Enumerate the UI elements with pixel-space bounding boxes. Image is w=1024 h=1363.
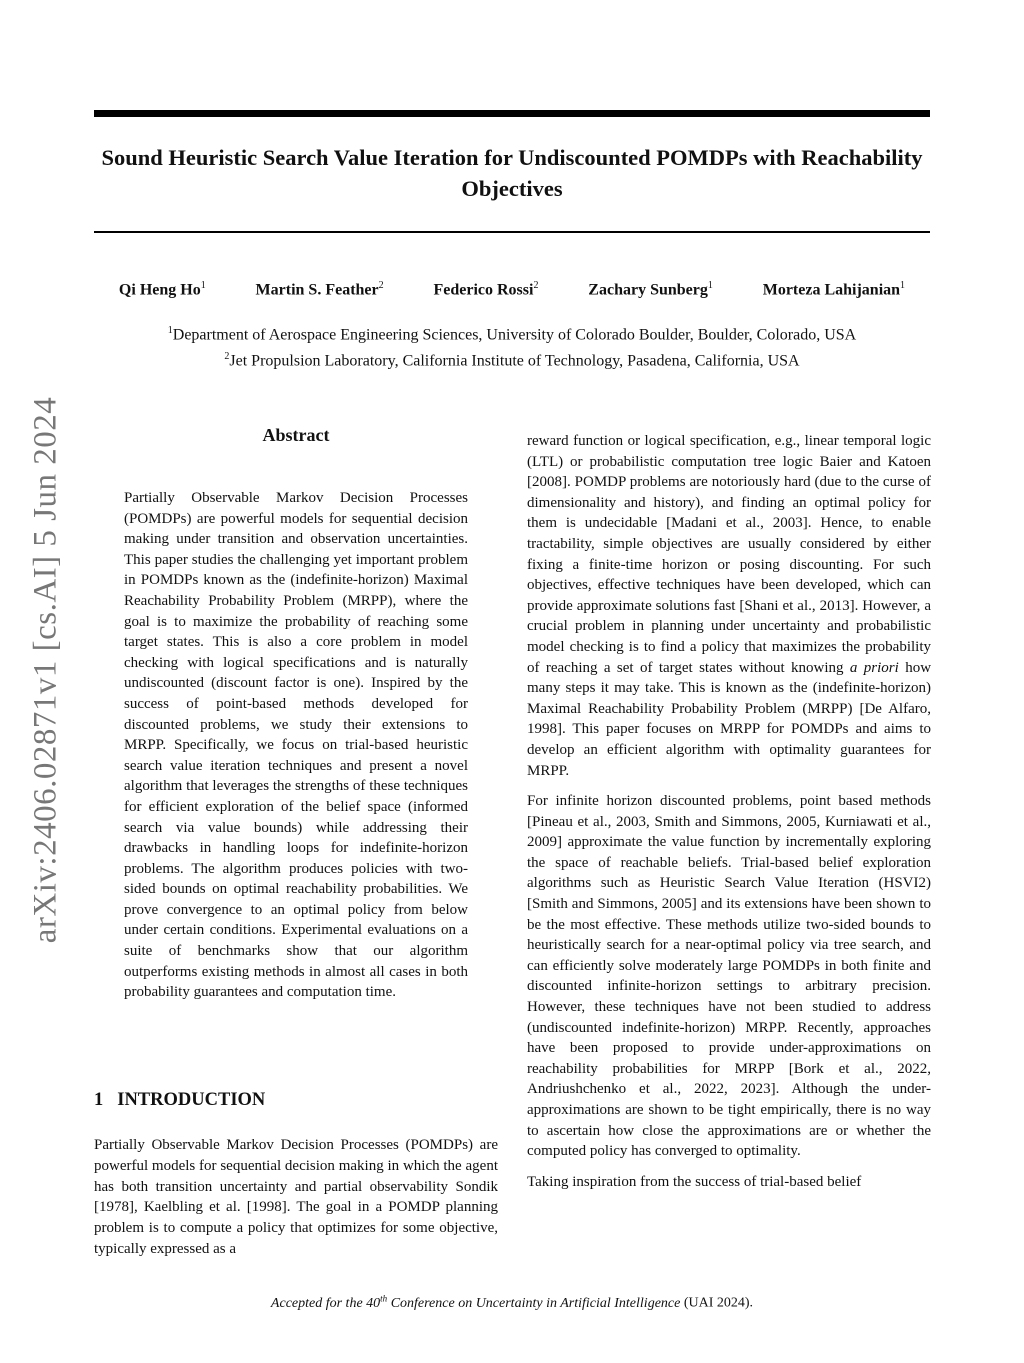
top-rule	[94, 110, 930, 117]
section-title: INTRODUCTION	[117, 1090, 266, 1110]
title-rule	[94, 231, 930, 233]
author: Morteza Lahijanian$^1$	[762, 280, 906, 299]
section-heading	[94, 1090, 499, 1111]
body-paragraph: For infinite horizon discounted problems, point based methods [Pineau et al., 2003, Smith and Simmons, 2005, Kurniawati et al., 2009] approximate the value function by incrementally exploring the space of reachable beliefs. Trial-based belief exploration algorithms such as Heuristic Search Value Iteration (HSVI2) [Smith and Simmons, 2005] and its extensions have been shown to be the most effective. These methods utilize two-sided bounds to heuristically search for a near-optimal policy via tree search, and can efficiently solve moderately large POMDPs in both finite and discounted infinite-horizon settings to arbitrary precision. However, these techniques have not been studied to address (undiscounted indefinite-horizon) MRPP. Recently, approaches have been proposed to provide under-approximations on reachability probabilities for MRPP [Bork et al., 2022, Andriushchenko et al., 2022, 2023]. Although the under-approximations are shown to be tight empirically, there is no way to ascertain how close the approximations are or whether the computed policy has converged to optimality.	[527, 793, 931, 1160]
paper-title: Sound Heuristic Search Value Iteration for Undiscounted POMDPs with Reachability Objectives	[101, 145, 923, 201]
arxiv-stamp: arXiv:2406.02871v1 [cs.AI] 5 Jun 2024	[27, 396, 64, 944]
abstract-text: Partially Observable Markov Decision Processes (POMDPs) are powerful models for sequential decision making under transition and observation uncertainties. This paper studies the challenging yet important problem in POMDPs known as the (indefinite-horizon) Maximal Reachability Probability Problem (MRPP), where the goal is to maximize the probability of reaching some target states. This is also a core problem in model checking with logical specifications and is naturally undiscounted (discount factor is one). Inspired by the success of point-based methods developed for discounted problems, we study their extensions to MRPP. Specifically, we focus on trial-based heuristic search value iteration techniques and present a novel algorithm that leverages the strengths of these techniques for efficient exploration of the belief space (informed search via value bounds) while addressing their drawbacks in handling loops for indefinite-horizon problems. The algorithm produces policies with two-sided bounds on optimal reachability probabilities. We prove convergence to an optimal policy from below under certain conditions. Experimental evaluations on a suite of benchmarks show that our algorithm outperforms existing methods in almost all cases in both probability guarantees and computation time.	[124, 490, 468, 1001]
body-paragraph: reward function or logical specification, e.g., linear temporal logic (LTL) or probabilistic computation tree logic Baier and Katoen [2008]. POMDP problems are notoriously hard (due to the curse of dimensionality and history), and finding an optimal policy for them is undecidable [Madani et al., 2003]. Hence, to enable tractability, simple objectives are usually considered by either fixing a finite-time horizon or posing discounting. For such objectives, effective techniques have been developed, which can provide approximate solutions fast [Shani et al., 2013]. However, a crucial problem in planning under uncertainty and probabilistic model checking is to find a policy that maximizes the probability of reaching a set of target states without knowing a priori how many steps it may take. This is known as the (indefinite-horizon) Maximal Reachability Probability Problem (MRPP) [De Alfaro, 1998]. This paper focuses on MRPP for POMDPs and aims to develop an efficient algorithm with optimality guarantees for MRPP.	[527, 433, 932, 779]
affiliations	[94, 320, 930, 373]
affiliation: $^2$Jet Propulsion Laboratory, California Institute of Technology, Pasadena, California, USA	[224, 351, 800, 370]
footer-note: Accepted for the 40th Conference on Uncertainty in Artificial Intelligence (UAI 2024).	[270, 1293, 754, 1311]
right-column	[527, 431, 931, 1202]
intro-paragraph: Partially Observable Markov Decision Processes (POMDPs) are powerful models for sequential decision making in which the agent has both transition uncertainty and partial observability Sondik [1978], Kaelbling et al. [1998]. The goal in a POMDP planning problem is to compute a policy that optimizes for some objective, typically expressed as a	[94, 1137, 498, 1257]
body-paragraph: Taking inspiration from the success of trial-based belief	[527, 1173, 862, 1190]
affiliation: $^1$Department of Aerospace Engineering Sciences, University of Colorado Boulder, Boulder, Colorado, USA	[167, 325, 857, 344]
abstract-heading: Abstract	[262, 425, 330, 445]
author-list	[94, 280, 930, 299]
author: Zachary Sunberg$^1$	[588, 280, 713, 299]
author: Qi Heng Ho$^1$	[118, 280, 206, 299]
author: Federico Rossi$^2$	[433, 280, 539, 299]
section-number: 1	[94, 1090, 104, 1110]
author: Martin S. Feather$^2$	[255, 280, 384, 299]
